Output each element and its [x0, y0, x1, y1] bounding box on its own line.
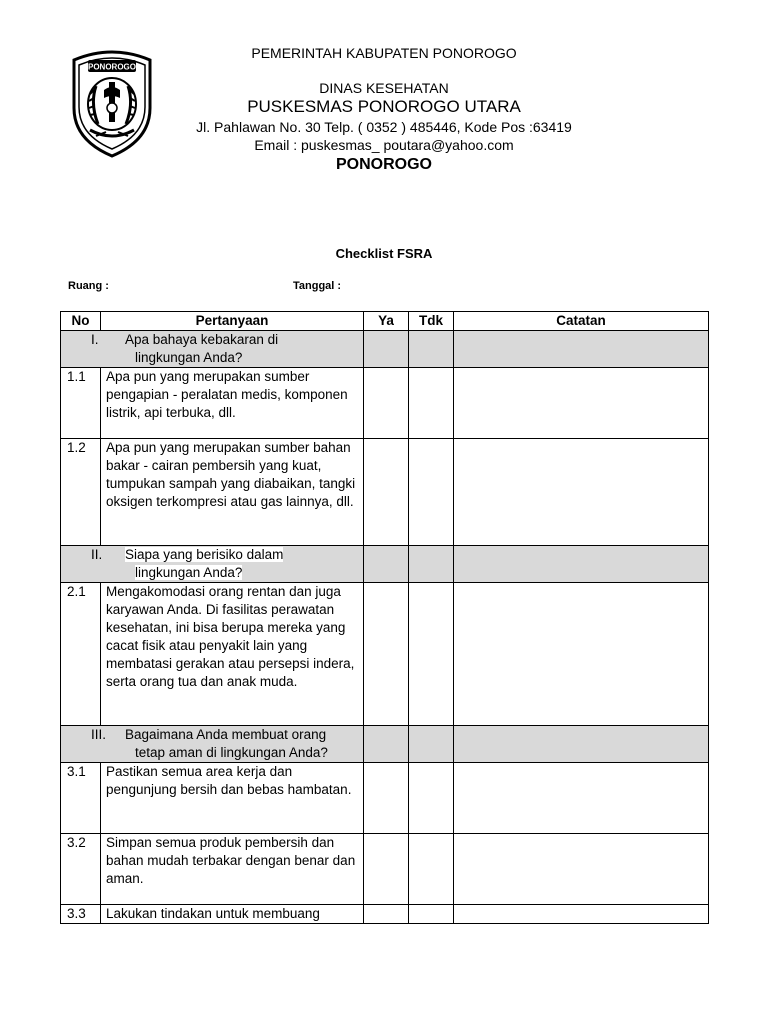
table-header-row — [61, 312, 709, 331]
catatan-cell[interactable] — [454, 763, 709, 834]
section-heading: II. Siapa yang berisiko dalam lingkungan Anda? — [61, 546, 364, 583]
tdk-cell[interactable] — [409, 905, 454, 924]
item-question: Simpan semua produk pembersih dan bahan mudah terbakar dengan benar dan aman. — [101, 834, 364, 905]
ya-cell[interactable] — [364, 583, 409, 726]
tdk-cell[interactable] — [409, 331, 454, 368]
catatan-cell[interactable] — [454, 834, 709, 905]
column-header-tdk: Tdk — [409, 312, 454, 331]
institution-name: PUSKESMAS PONOROGO UTARA — [247, 97, 521, 116]
item-question: Lakukan tindakan untuk membuang — [101, 905, 364, 924]
table-row — [61, 905, 709, 924]
tanggal-label: Tanggal : — [293, 280, 342, 292]
ya-cell[interactable] — [364, 546, 409, 583]
item-question: Apa pun yang merupakan sumber pengapian - peralatan medis, komponen listrik, api terbuka, dll. — [101, 368, 364, 439]
table-row — [61, 368, 709, 439]
item-number: 1.2 — [61, 439, 101, 546]
tdk-cell[interactable] — [409, 726, 454, 763]
ya-cell[interactable] — [364, 726, 409, 763]
item-number: 3.1 — [61, 763, 101, 834]
government-name: PEMERINTAH KABUPATEN PONOROGO — [251, 45, 517, 61]
department-name: DINAS KESEHATAN — [319, 80, 449, 96]
item-number: 3.3 — [61, 905, 101, 924]
ya-cell[interactable] — [364, 834, 409, 905]
ya-cell[interactable] — [364, 331, 409, 368]
table-row — [61, 763, 709, 834]
ya-cell[interactable] — [364, 763, 409, 834]
column-header-catatan: Catatan — [454, 312, 709, 331]
table-row — [61, 439, 709, 546]
item-question: Mengakomodasi orang rentan dan juga karyawan Anda. Di fasilitas perawatan kesehatan, ini bisa berupa mereka yang cacat fisik atau penyakit lain yang membatasi gerakan atau persepsi indera, serta orang tua dan anak muda. — [101, 583, 364, 726]
item-number: 3.2 — [61, 834, 101, 905]
checklist-table — [60, 311, 709, 924]
catatan-cell[interactable] — [454, 905, 709, 924]
tdk-cell[interactable] — [409, 834, 454, 905]
table-row — [61, 834, 709, 905]
ya-cell[interactable] — [364, 368, 409, 439]
item-question: Apa pun yang merupakan sumber bahan bakar - cairan pembersih yang kuat, tumpukan sampah yang diabaikan, tangki oksigen terkompresi atau gas lainnya, dll. — [101, 439, 364, 546]
tdk-cell[interactable] — [409, 439, 454, 546]
ya-cell[interactable] — [364, 439, 409, 546]
table-row — [61, 583, 709, 726]
section-heading: III. Bagaimana Anda membuat orang tetap aman di lingkungan Anda? — [61, 726, 364, 763]
item-number: 2.1 — [61, 583, 101, 726]
section-row — [61, 726, 709, 763]
ya-cell[interactable] — [364, 905, 409, 924]
column-header-no: No — [61, 312, 101, 331]
section-heading: I. Apa bahaya kebakaran di lingkungan Anda? — [61, 331, 364, 368]
institution-city: PONOROGO — [335, 156, 432, 173]
section-row — [61, 331, 709, 368]
item-number: 1.1 — [61, 368, 101, 439]
tdk-cell[interactable] — [409, 368, 454, 439]
svg-text:PONOROGO: PONOROGO — [87, 62, 137, 72]
item-question: Pastikan semua area kerja dan pengunjung bersih dan bebas hambatan. — [101, 763, 364, 834]
column-header-ya: Ya — [364, 312, 409, 331]
ruang-label: Ruang : — [68, 280, 109, 292]
tdk-cell[interactable] — [409, 546, 454, 583]
document-title: Checklist FSRA — [335, 246, 433, 261]
institution-address: Jl. Pahlawan No. 30 Telp. ( 0352 ) 485446, Kode Pos :63419 — [196, 119, 572, 135]
catatan-cell[interactable] — [454, 439, 709, 546]
catatan-cell[interactable] — [454, 726, 709, 763]
catatan-cell[interactable] — [454, 583, 709, 726]
tdk-cell[interactable] — [409, 583, 454, 726]
catatan-cell[interactable] — [454, 546, 709, 583]
catatan-cell[interactable] — [454, 368, 709, 439]
column-header-pertanyaan: Pertanyaan — [101, 312, 364, 331]
section-row — [61, 546, 709, 583]
tdk-cell[interactable] — [409, 763, 454, 834]
catatan-cell[interactable] — [454, 331, 709, 368]
institution-email: Email : puskesmas_ poutara@yahoo.com — [254, 137, 514, 153]
